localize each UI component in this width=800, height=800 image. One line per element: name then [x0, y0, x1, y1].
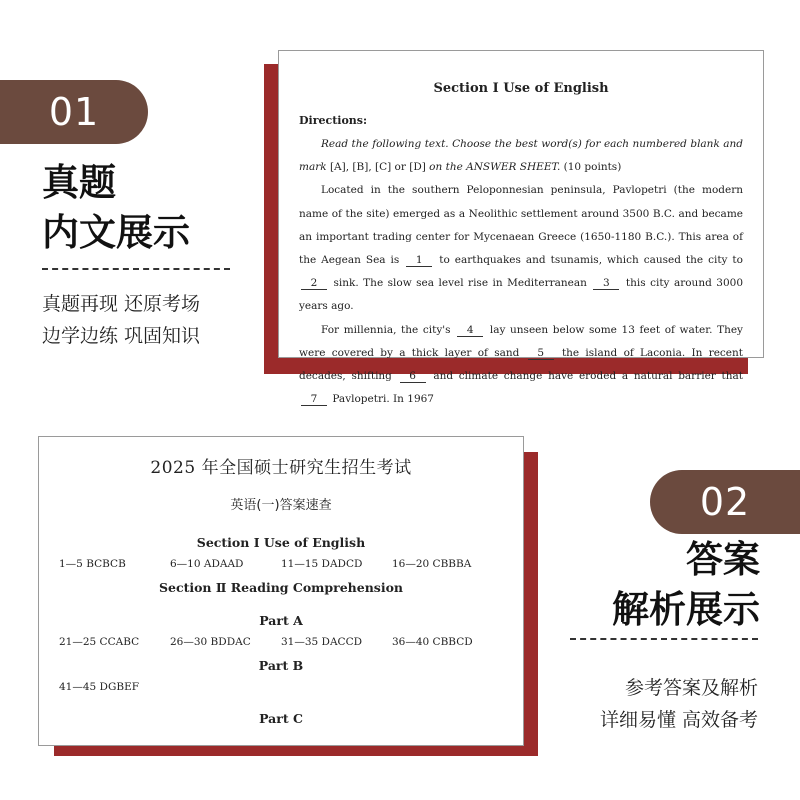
section-badge-01: 01 — [0, 80, 148, 144]
answer-group: 36—40 CBBCD — [392, 636, 473, 648]
dashed-divider — [570, 638, 758, 640]
tagline-line-1: 参考答案及解析 — [624, 677, 758, 699]
answer-group: 1—5 BCBCB — [59, 558, 126, 570]
blank-6: 6 — [400, 370, 426, 383]
heading-line-1: 真题 — [42, 161, 116, 204]
answer-row-1 — [59, 558, 503, 570]
heading-line-2: 解析展示 — [612, 588, 760, 631]
blank-1: 1 — [406, 254, 432, 267]
passage-paragraph-2: For millennia, the city's 4 lay unseen below some 13 feet of water. They were covered by a thick layer of sand 5 the island of Laconia. In recent decades, shifting 6 and climate change have eroded a natural barrier that 7 Pavlopetri. In 1967 — [299, 323, 743, 406]
tagline-line-1: 真题再现 还原考场 — [42, 293, 201, 315]
blank-4: 4 — [457, 324, 483, 337]
part-a-title: Part A — [259, 613, 303, 628]
exam-title: 2025 年全国硕士研究生招生考试 — [150, 458, 412, 478]
tagline-answers — [600, 672, 758, 736]
answer-group: 6—10 ADAAD — [170, 558, 244, 570]
heading-line-1: 答案 — [686, 538, 760, 581]
tagline-line-2: 边学边练 巩固知识 — [42, 325, 201, 347]
passage-paragraph-1: Located in the southern Peloponnesian peninsula, Pavlopetri (the modern name of the site) emerged as a Neolithic settlement around 3500 B.C. and became an important trading center for Mycenaean Greece (1650-1180 B.C.). This area of the Aegean Sea is 1 to earthquakes and tsunamis, which caused the city to 2 sink. The slow sea level rise in Mediterranean 3 this city around 3000 years ago. — [299, 184, 743, 313]
answer-section-1-title: Section Ⅰ Use of English — [196, 535, 366, 550]
directions-text: Read the following text. Choose the best word(s) for each numbered blank and mark [A], [B], [C] or [D] on the ANSWER SHEET. (10 points) — [299, 138, 743, 174]
answer-group: 11—15 DADCD — [281, 558, 363, 570]
answer-row-2 — [59, 636, 503, 648]
answer-group: 31—35 DACCD — [281, 636, 363, 648]
answer-group: 16—20 CBBBA — [392, 558, 472, 570]
answer-page-preview — [38, 436, 524, 746]
dashed-divider — [42, 268, 230, 270]
part-c-title: Part C — [259, 711, 303, 726]
answer-group: 26—30 BDDAC — [170, 636, 251, 648]
heading-line-2: 内文展示 — [42, 211, 190, 254]
part-b-title: Part B — [258, 658, 304, 673]
answer-row-3 — [59, 681, 503, 693]
blank-7: 7 — [301, 393, 327, 406]
blank-3: 3 — [593, 277, 619, 290]
heading-questions — [42, 158, 190, 258]
directions-label: Directions: — [299, 114, 368, 127]
exam-subtitle: 英语(一)答案速查 — [230, 498, 332, 513]
answer-section-2-title: Section Ⅱ Reading Comprehension — [158, 580, 404, 595]
heading-answers — [612, 535, 760, 635]
answer-group: 21—25 CCABC — [59, 636, 140, 648]
tagline-questions — [42, 288, 200, 352]
blank-2: 2 — [301, 277, 327, 290]
exam-page-preview — [278, 50, 764, 406]
section-badge-02: 02 — [650, 470, 800, 534]
tagline-line-2: 详细易懂 高效备考 — [599, 709, 758, 731]
answer-group: 41—45 DGBEF — [59, 681, 140, 693]
blank-5: 5 — [528, 347, 554, 360]
section-title: Section Ⅰ Use of English — [433, 81, 609, 96]
